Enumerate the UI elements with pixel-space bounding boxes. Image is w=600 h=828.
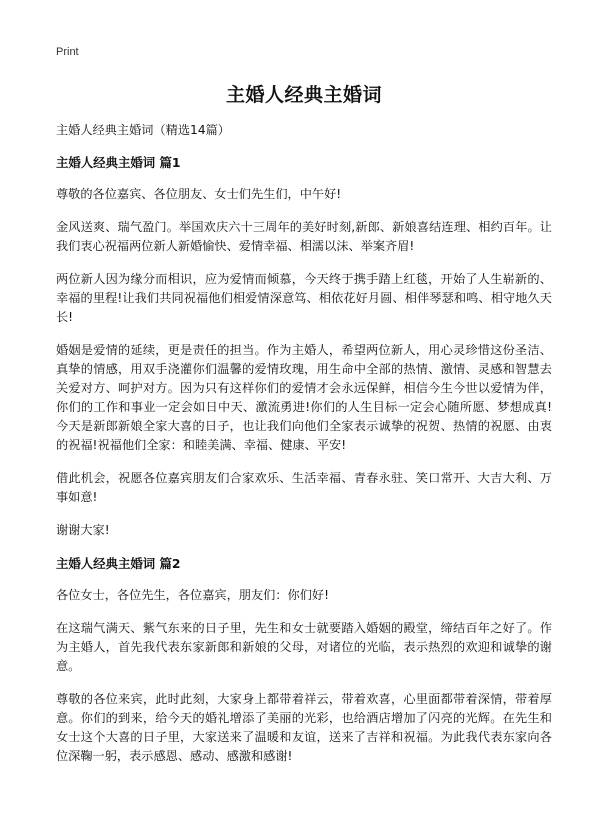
section-2 — [56, 554, 552, 766]
paragraph: 金风送爽、瑞气盈门。举国欢庆六十三周年的美好时刻,新郎、新娘喜结连理、相约百年。让我们衷心祝福两位新人新婚愉快、爱情幸福、相濡以沫、举案齐眉! — [56, 220, 552, 253]
document-subtitle: 主婚人经典主婚词（精选14篇） — [56, 123, 230, 137]
paragraph: 两位新人因为缘分而相识，应为爱情而倾慕，今天终于携手踏上红毯，开始了人生崭新的、幸福的里程!让我们共同祝福他们相爱情深意笃、相依花好月圆、相伴琴瑟和鸣、相守地久天长! — [56, 272, 552, 324]
section-1 — [56, 153, 552, 540]
document-body — [56, 121, 552, 780]
paragraph: 在这瑞气满天、紫气东来的日子里，先生和女士就要踏入婚姻的殿堂，缔结百年之好了。作为主婚人，首先我代表东家新郎和新娘的父母，对诸位的光临，表示热烈的欢迎和诚挚的谢意。 — [56, 621, 552, 673]
print-link[interactable]: Print — [56, 46, 79, 58]
section-heading: 主婚人经典主婚词 篇2 — [56, 556, 181, 571]
paragraph: 各位女士，各位先生，各位嘉宾，朋友们：你们好! — [56, 588, 330, 602]
paragraph: 婚姻是爱情的延续，更是责任的担当。作为主婚人，希望两位新人，用心灵珍惜这份圣洁、真挚的情感，用双手浇灌你们温馨的爱情玫瑰，用生命中全部的热情、激情、灵感和智慧去关爱对方、呵护对方。因为只有这样你们的爱情才会永远保鲜，相信今生今世以爱情为伴，你们的工作和事业一定会如日中天、激流勇进!你们的人生目标一定会心随所愿、梦想成真!今天是新郎新娘全家大喜的日子，也让我们向他们全家表示诚挚的祝贺、热情的祝愿、由衷的祝福!祝福他们全家：和睦美满、幸福、健康、平安! — [56, 343, 552, 452]
section-heading: 主婚人经典主婚词 篇1 — [56, 155, 181, 170]
paragraph: 尊敬的各位来宾，此时此刻，大家身上都带着祥云，带着欢喜，心里面都带着深情，带着厚意。你们的到来，给今天的婚礼增添了美丽的光彩，也给酒店增加了闪亮的光辉。在先生和女士这个大喜的日子里，大家送来了温暖和友谊，送来了吉祥和祝福。为此我代表东家向各位深鞠一躬，表示感恩、感动、感激和感谢! — [56, 692, 552, 763]
page-title: 主婚人经典主婚词 — [225, 84, 382, 106]
paragraph: 借此机会，祝愿各位嘉宾朋友们合家欢乐、生活幸福、青春永驻、笑口常开、大吉大利、万事如意! — [56, 471, 552, 504]
paragraph: 谢谢大家! — [56, 523, 110, 537]
paragraph: 尊敬的各位嘉宾、各位朋友、女士们先生们，中午好! — [56, 187, 342, 201]
